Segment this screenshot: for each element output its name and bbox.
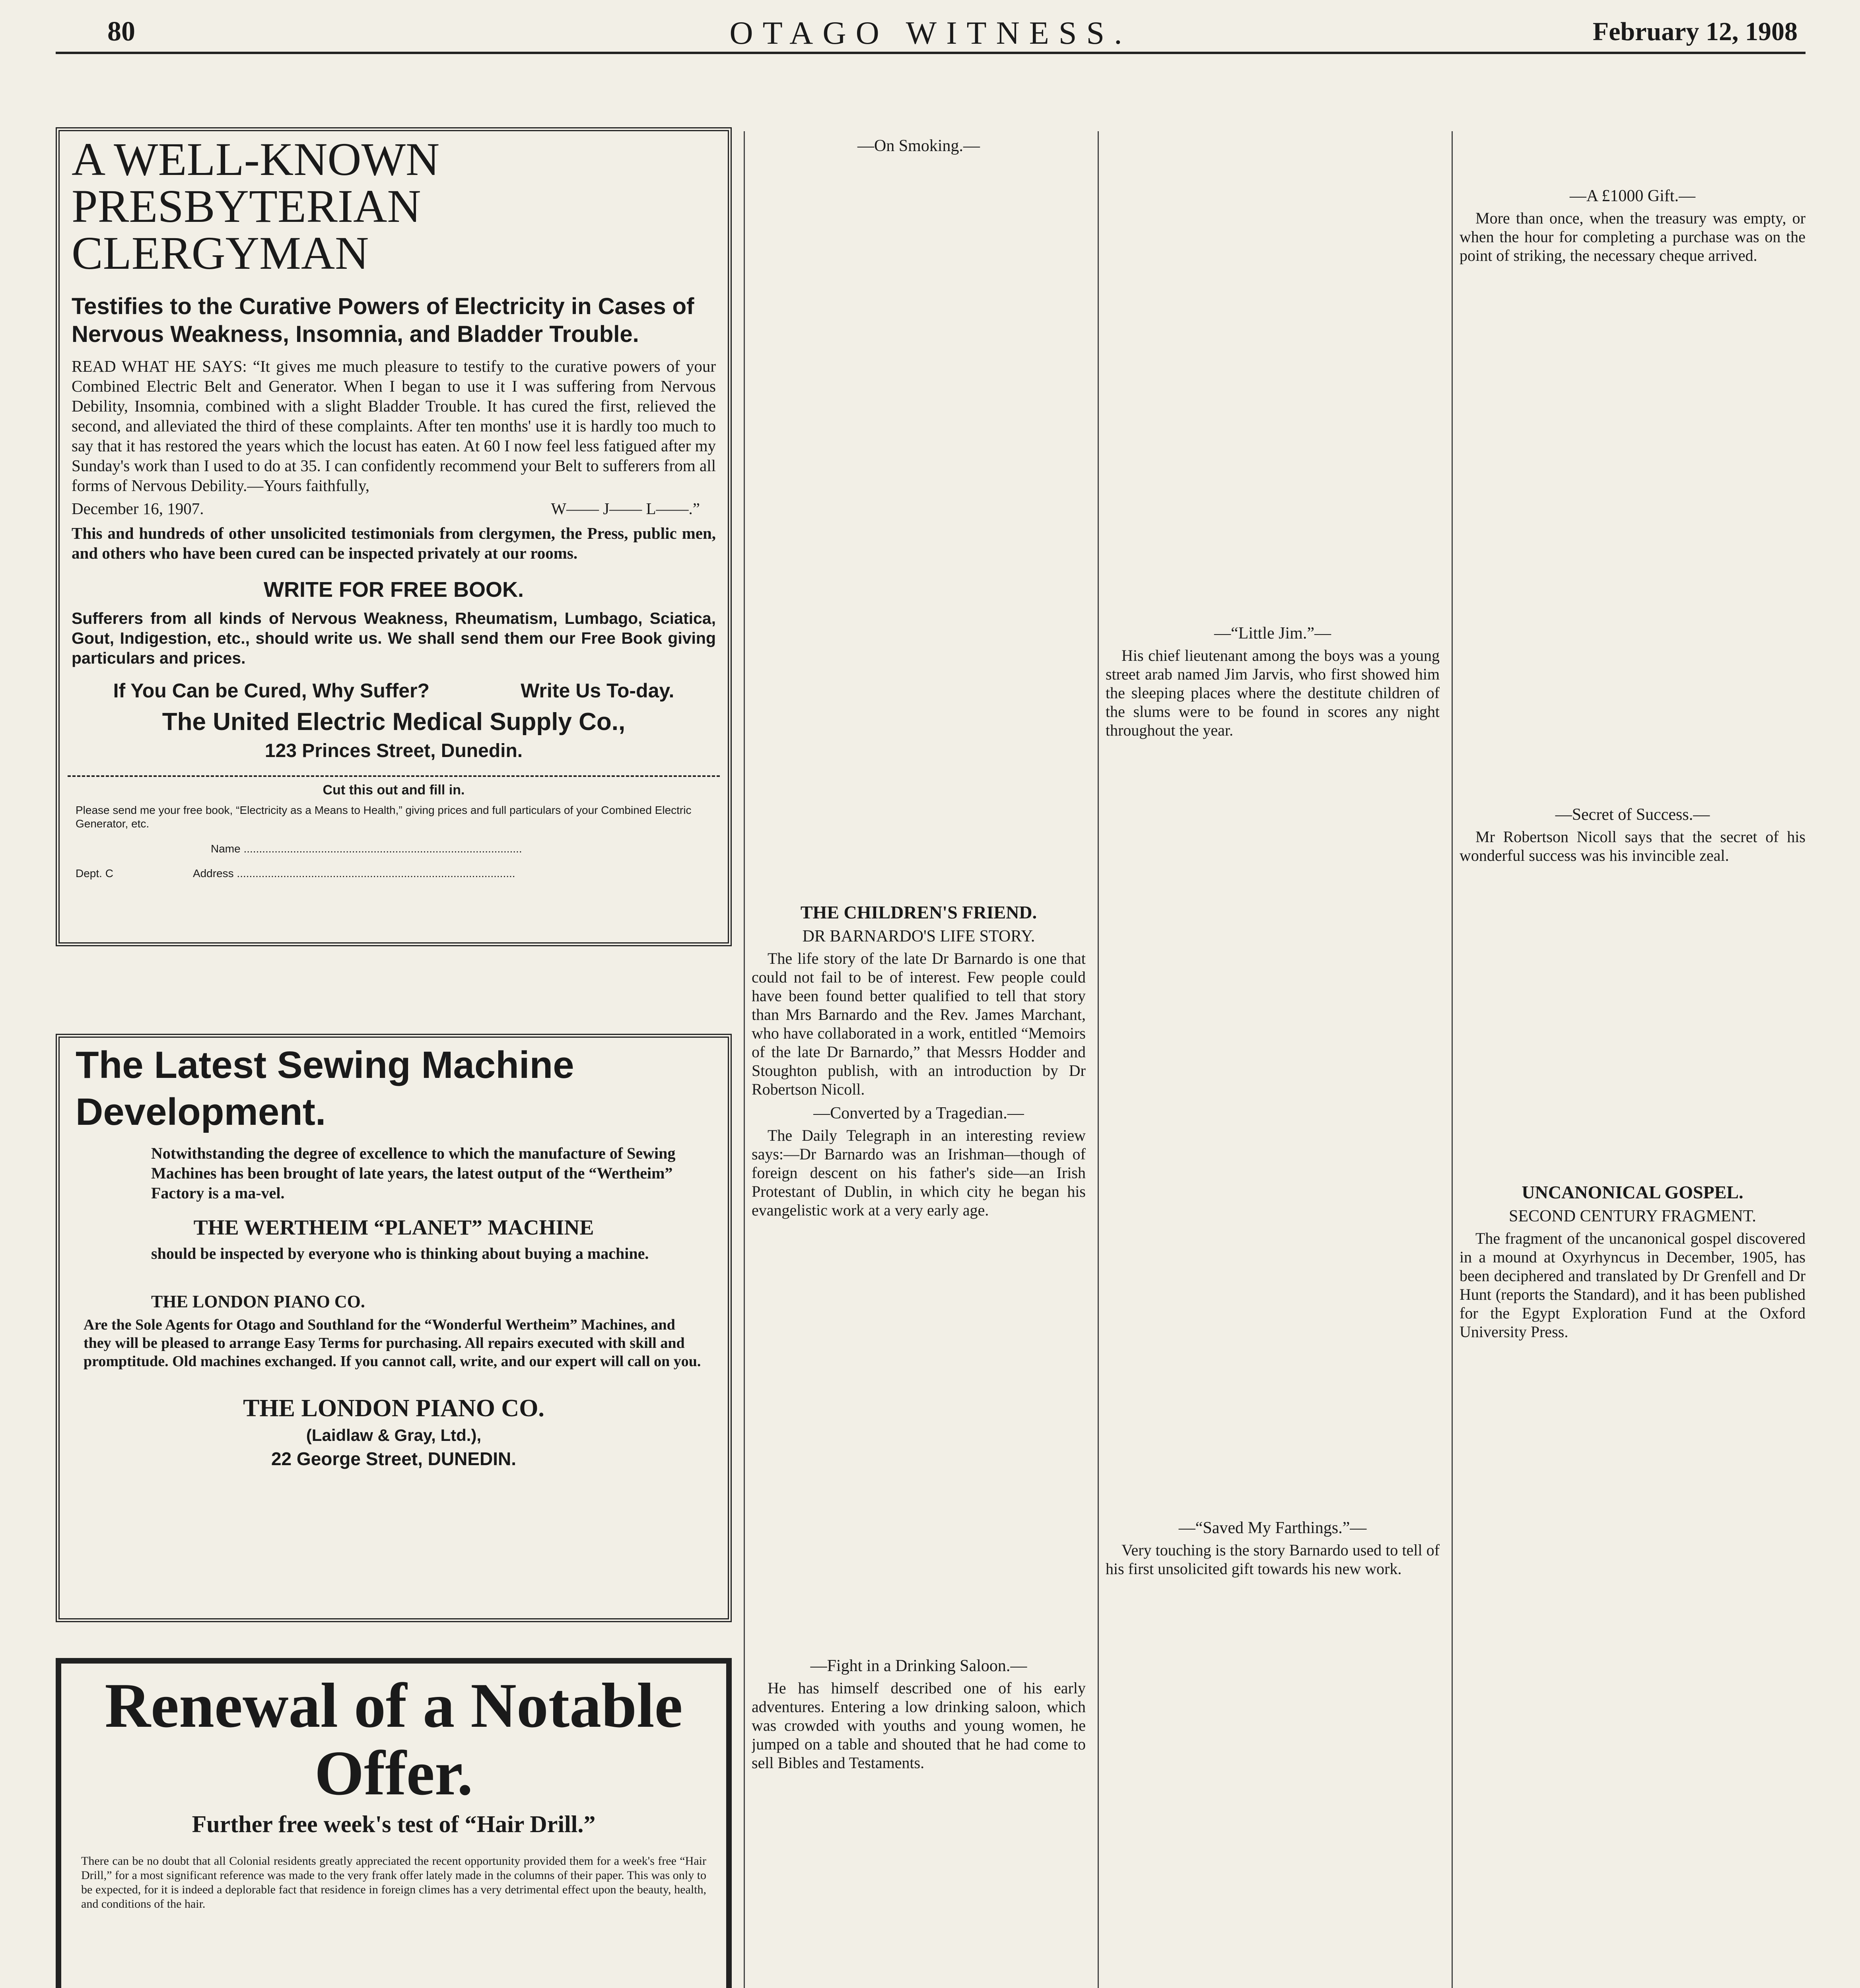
testimonials-note: This and hundreds of other unsolicited testimonials from clergymen, the Press, public men, and others who have been cured can be inspected privately at our rooms. — [72, 524, 716, 562]
piano-company-heading: THE LONDON PIANO CO. — [151, 1292, 365, 1311]
sewing-ad-body: Notwithstanding the degree of excellence to which the manufacture of Sewing Machines has been brought of late years, the latest output of the “Wertheim” Factory is a ma-vel. — [151, 1144, 676, 1202]
page-number: 80 — [107, 16, 135, 47]
company-name: The United Electric Medical Supply Co., — [162, 708, 626, 736]
sewing-machine-advertisement — [56, 1034, 732, 1622]
coupon-text: Please send me your free book, “Electricity as a Means to Health,” giving prices and full particulars of your Combined Electric Generator, etc. — [76, 804, 692, 830]
gift-heading: —A £1000 Gift.— — [1569, 187, 1696, 205]
little-jim-heading: —“Little Jim.”— — [1214, 624, 1331, 643]
article-column-5 — [1460, 131, 1806, 1988]
gospel-heading: UNCANONICAL GOSPEL. — [1522, 1182, 1743, 1202]
piano-address: 22 George Street, DUNEDIN. — [271, 1448, 517, 1469]
ad-headline: A WELL-KNOWN PRESBYTERIAN CLERGYMAN — [72, 133, 440, 279]
farthings-text: Very touching is the story Barnardo used to tell of his first unsolicited gift towards his new work. — [1106, 1541, 1440, 1578]
call-to-action: If You Can be Cured, Why Suffer? Write Us To-day. — [113, 679, 674, 702]
column-rule — [1452, 131, 1453, 1988]
gospel-subheading: SECOND CENTURY FRAGMENT. — [1509, 1207, 1756, 1225]
converted-heading: —Converted by a Tragedian.— — [813, 1104, 1024, 1122]
coupon-name-field[interactable]: Name .......................................................................................... — [211, 843, 522, 855]
testimonial-date: December 16, 1907. W—— J—— L——.” — [72, 499, 700, 518]
article-column-3 — [752, 131, 1086, 1988]
electric-belt-advertisement — [56, 127, 732, 946]
agents-text: Are the Sole Agents for Otago and Southland for the “Wonderful Wertheim” Machines, and they will be pleased to arrange Easy Terms for purchasing. All repairs executed with skill and promptitude. Old machines exchanged. If you cannot call, write, and our expert will call on you. — [84, 1316, 701, 1370]
hair-ad-title: Renewal of a Notable Offer. — [105, 1670, 683, 1808]
coupon-instruction: Cut this out and fill in. — [323, 782, 465, 798]
piano-company-name: THE LONDON PIANO CO. — [243, 1395, 544, 1422]
coupon-address-field[interactable]: Dept. C Address .......................................................................................... — [76, 867, 515, 879]
ad-lead: Testifies to the Curative Powers of Electricity in Cases of Nervous Weakness, Insomnia, and Bladder Trouble. — [72, 293, 694, 347]
masthead — [56, 8, 1806, 54]
fight-heading: —Fight in a Drinking Saloon.— — [810, 1657, 1027, 1675]
issue-date: February 12, 1908 — [1592, 17, 1798, 46]
machine-inspect-text: should be inspected by everyone who is thinking about buying a machine. — [151, 1244, 649, 1262]
hair-ad-body: There can be no doubt that all Colonial residents greatly appreciated the recent opportunity provided them for a week's free “Hair Drill,” for a most significant reference was made to the very frank offer lately made in the columns of their paper. This was only to be expected, for it is indeed a deplorable fact that residence in foreign climes has a very detrimental effect upon the beauty, health, and conditions of the hair. — [81, 1854, 706, 1910]
little-jim-text: His chief lieutenant among the boys was a young street arab named Jim Jarvis, who first showed him the sleeping places where the destitute children of the slums were to be found in scores any night throughout the year. — [1106, 646, 1440, 739]
gift-text: More than once, when the treasury was empty, or when the hour for completing a purchase was on the point of striking, the necessary cheque arrived. — [1460, 209, 1806, 264]
piano-subcompany: (Laidlaw & Gray, Ltd.), — [306, 1426, 482, 1444]
article-column-4 — [1106, 131, 1440, 1988]
column-rule — [744, 131, 745, 1988]
free-book-text: Sufferers from all kinds of Nervous Weakness, Rheumatism, Lumbago, Sciatica, Gout, Indigestion, etc., should write us. We shall send them our Free Book giving particulars and prices. — [72, 609, 716, 667]
company-address: 123 Princes Street, Dunedin. — [264, 740, 523, 761]
article-subheading: DR BARNARDO'S LIFE STORY. — [802, 927, 1035, 945]
free-book-heading: WRITE FOR FREE BOOK. — [264, 578, 524, 602]
smoking-heading: —On Smoking.— — [857, 137, 980, 155]
fight-text: He has himself described one of his early adventures. Entering a low drinking saloon, which was crowded with youths and young women, he jumped on a table and shouted that he had come to sell Bibles and Testaments. — [752, 1679, 1086, 1772]
gospel-text: The fragment of the uncanonical gospel discovered in a mound at Oxyrhyncus in December, 1905, has been deciphered and translated by Dr Grenfell and Dr Hunt (reports the Standard), and it has been published for the Egypt Exploration Fund at the Oxford University Press. — [1460, 1229, 1806, 1341]
article-heading: THE CHILDREN'S FRIEND. — [800, 902, 1037, 922]
column-rule — [1098, 131, 1099, 1988]
coupon — [68, 775, 720, 880]
hair-ad-subtitle: Further free week's test of “Hair Drill.” — [192, 1811, 596, 1837]
converted-text: The Daily Telegraph in an interesting review says:—Dr Barnardo was an Irishman—though of foreign descent on his father's side—an Irish Protestant of Dublin, in which city he began his evangelistic work at a very early age. — [752, 1126, 1086, 1219]
testimonial-text: READ WHAT HE SAYS: “It gives me much pleasure to testify to the curative powers of your Combined Electric Belt and Generator. When I began to use it I was suffering from Nervous Debility, Insomnia, combined with a slight Bladder Trouble. It has cured the first, relieved the second, and alleviated the third of these complaints. After ten months' use it is hardly too much to say that it has restored the years which the locust has eaten. At 60 I now feel less fatigued after my Sunday's work than I used to do at 35. I can confidently recommend your Belt to sufferers from all forms of Nervous Debility.—Yours faithfully, — [72, 357, 716, 495]
sewing-ad-title: The Latest Sewing Machine Development. — [76, 1044, 574, 1133]
newspaper-title: OTAGO WITNESS. — [729, 15, 1132, 51]
article-intro: The life story of the late Dr Barnardo is one that could not fail to be of interest. Few people could have been found better qualified to tell that story than Mrs Barnardo and the Rev. James Marchant, who have collaborated in a work, entitled “Memoirs of the late Dr Barnardo,” that Messrs Hodder and Stoughton publish, with an introduction by Dr Robertson Nicoll. — [752, 949, 1086, 1098]
secret-heading: —Secret of Success.— — [1555, 806, 1710, 824]
machine-name: THE WERTHEIM “PLANET” MACHINE — [193, 1215, 594, 1239]
secret-text: Mr Robertson Nicoll says that the secret of his wonderful success was his invincible zeal. — [1460, 828, 1806, 864]
farthings-heading: —“Saved My Farthings.”— — [1178, 1519, 1367, 1537]
testimonial-signature: W—— J—— L——.” — [551, 499, 700, 518]
hair-drill-advertisement — [56, 1658, 732, 1988]
